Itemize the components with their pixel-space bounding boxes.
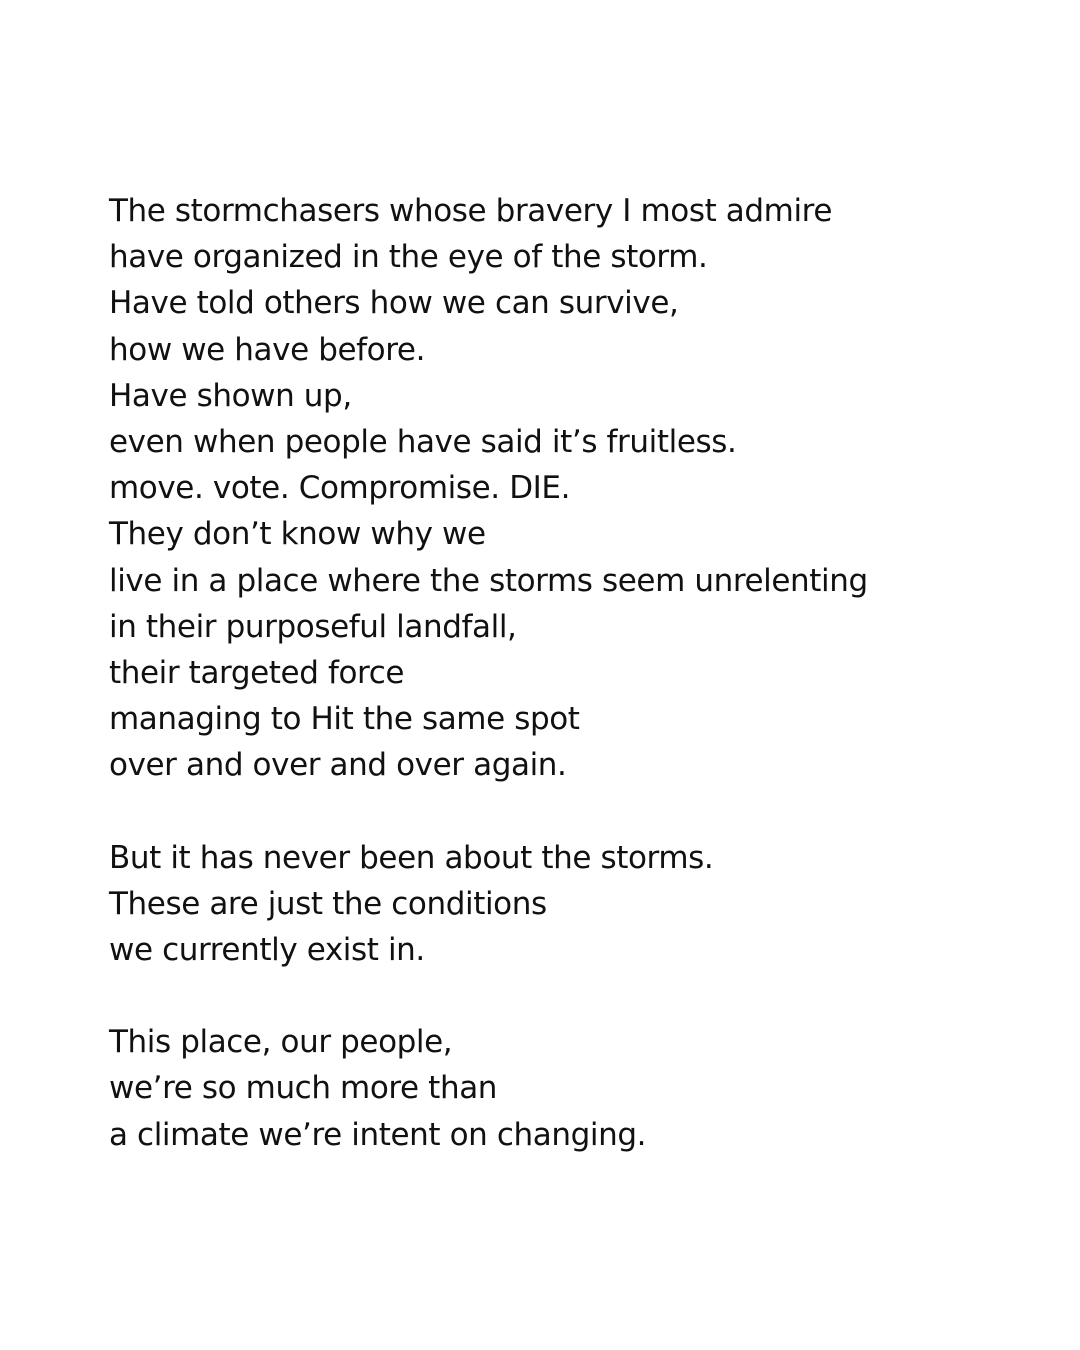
poem-line: These are just the conditions [109, 885, 547, 922]
poem-line: managing to Hit the same spot [109, 701, 580, 738]
poem-line: a climate we’re intent on changing. [109, 1116, 647, 1153]
poem-line: we currently exist in. [109, 932, 425, 969]
stanza-3 [109, 1019, 1009, 1158]
poem [109, 188, 1009, 1204]
poem-line: how we have before. [109, 331, 426, 368]
poem-line: even when people have said it’s fruitless. [109, 424, 737, 461]
poem-line: This place, our people, [109, 1024, 453, 1061]
poem-line: They don’t know why we [109, 516, 486, 553]
poem-line: over and over and over again. [109, 747, 567, 784]
poem-line: Have told others how we can survive, [109, 285, 679, 322]
poem-line: Have shown up, [109, 377, 352, 414]
poem-line: have organized in the eye of the storm. [109, 239, 708, 276]
poem-line: But it has never been about the storms. [109, 839, 714, 876]
poem-line: their targeted force [109, 655, 405, 692]
poem-line: in their purposeful landfall, [109, 608, 517, 645]
poem-line: live in a place where the storms seem unrelenting [109, 562, 868, 599]
poem-line: The stormchasers whose bravery I most admire [109, 193, 833, 229]
stanza-1 [109, 188, 1009, 789]
stanza-2 [109, 835, 1009, 974]
poem-line: we’re so much more than [109, 1070, 498, 1107]
poem-line: move. vote. Compromise. DIE. [109, 470, 571, 507]
